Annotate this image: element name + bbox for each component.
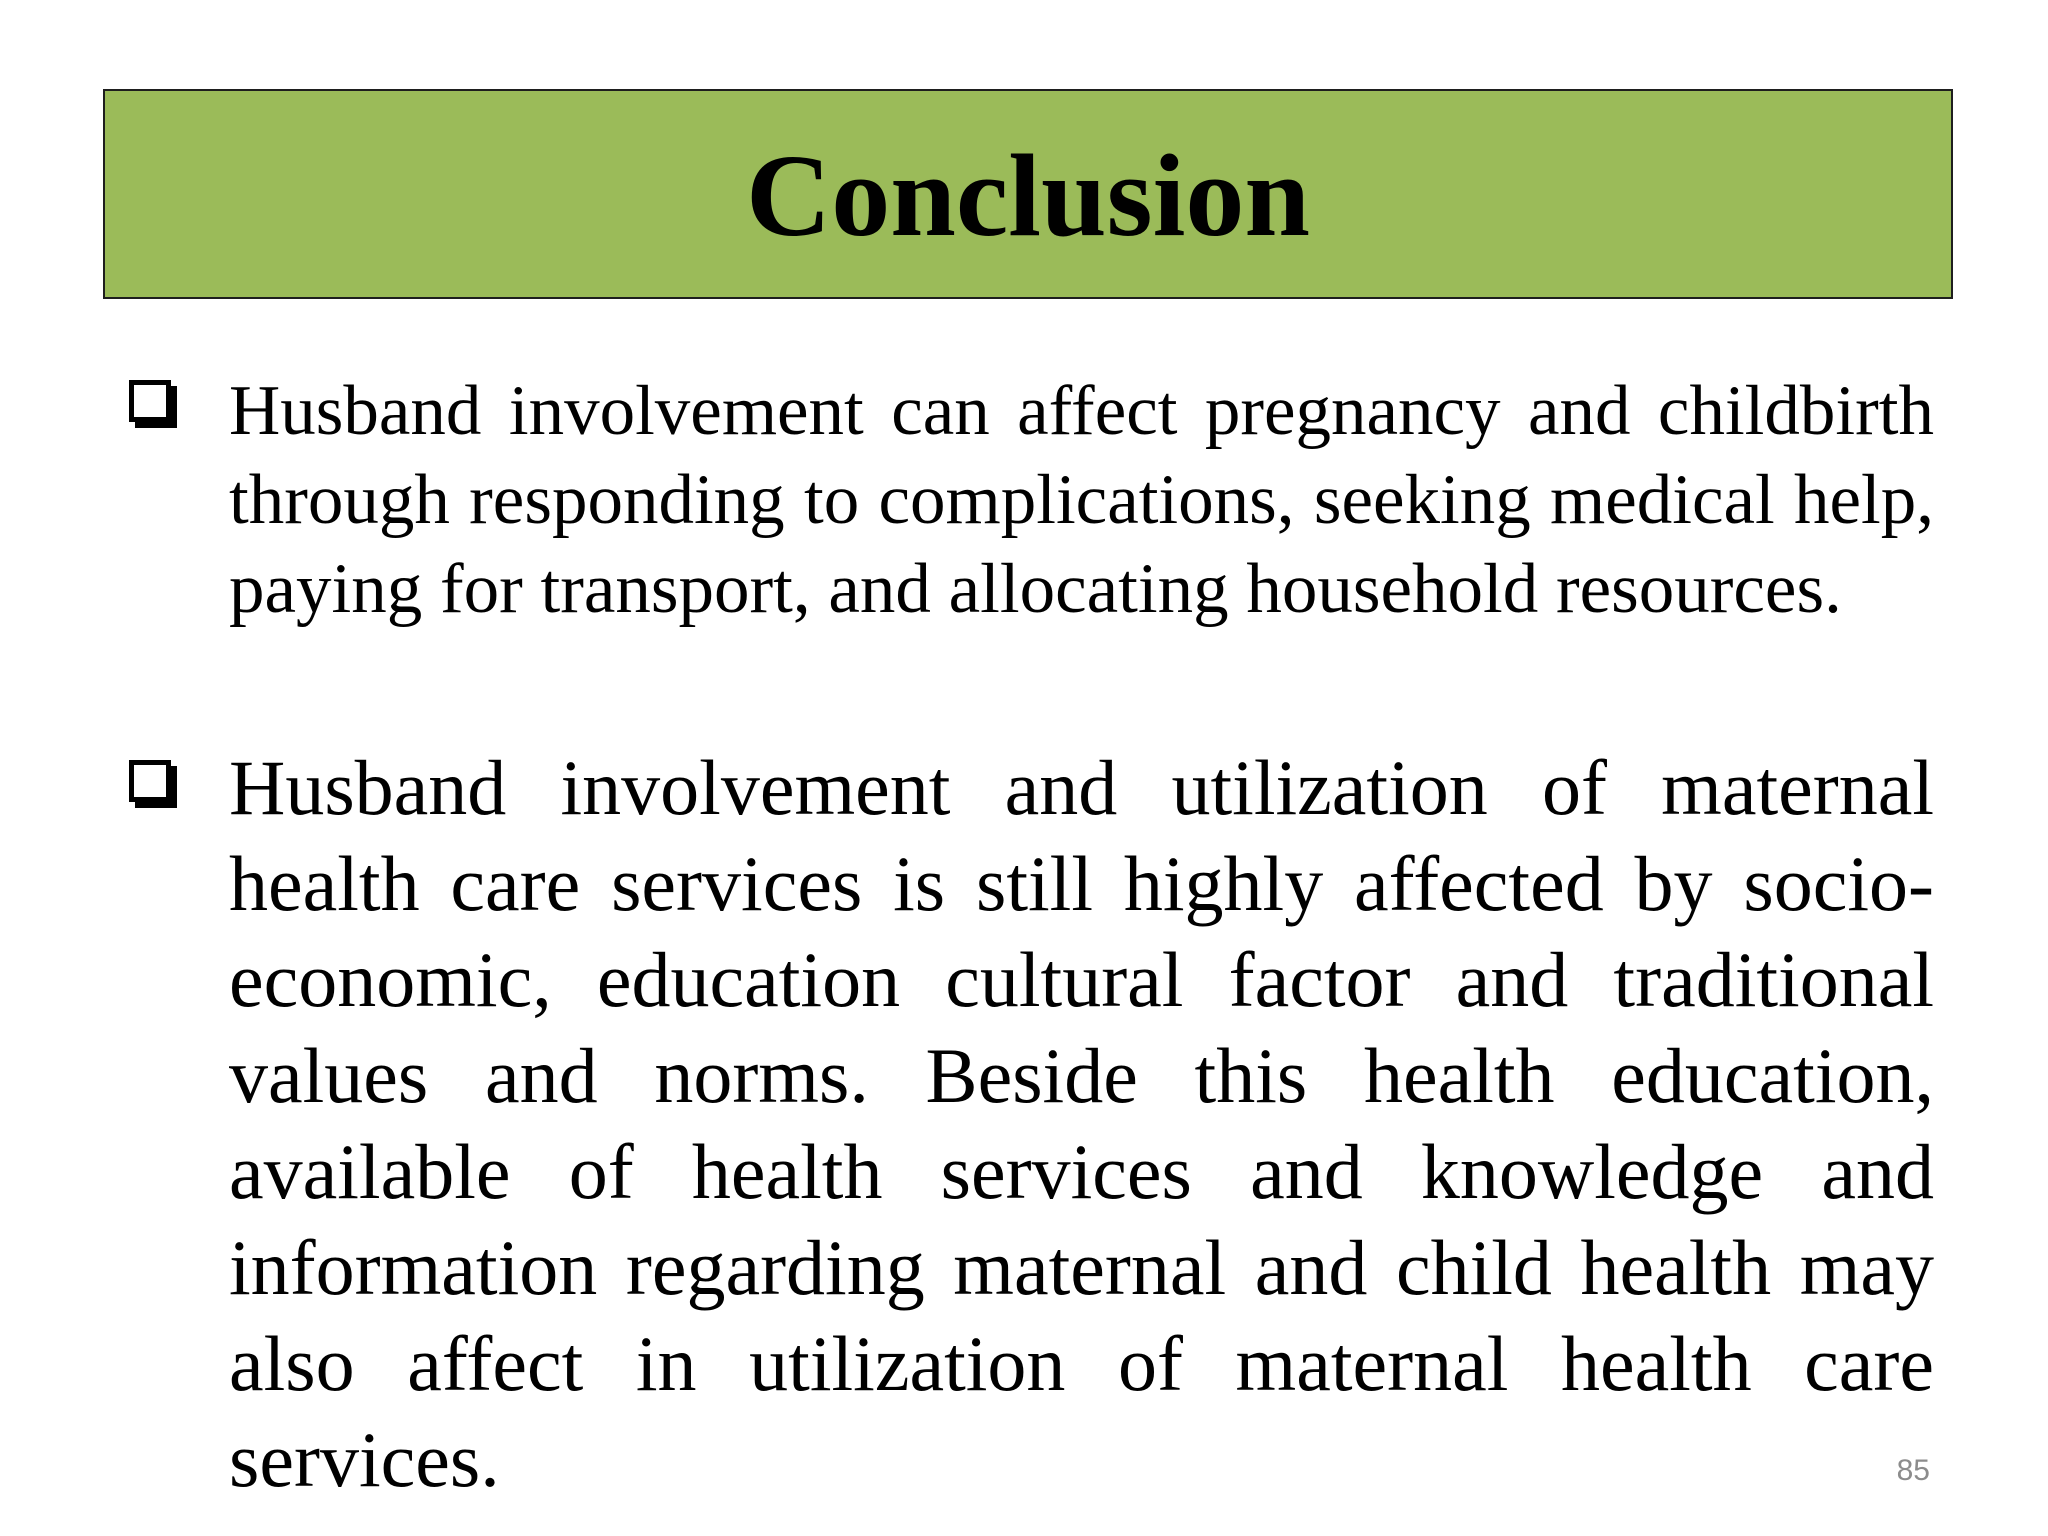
bullet-item-1 — [129, 367, 1934, 634]
bullet-text-1: Husband involvement can affect pregnancy and childbirth through responding to complications, seeking medical help, paying for transport, and allocating household resources. — [229, 372, 1934, 628]
title-banner — [103, 89, 1953, 299]
checkbox-bullet-icon — [129, 380, 171, 422]
slide-title: Conclusion — [746, 130, 1310, 261]
page-number: 85 — [1896, 1454, 1930, 1487]
bullet-item-2 — [129, 740, 1934, 1508]
bullet-text-2: Husband involvement and utilization of maternal health care services is still highly affected by socio-economic, education cultural factor and traditional values and norms. Beside this health education, available of health services and knowledge and information regarding maternal and child health may also affect in utilization of maternal health care services. — [229, 744, 1934, 1503]
checkbox-bullet-icon — [129, 760, 171, 802]
